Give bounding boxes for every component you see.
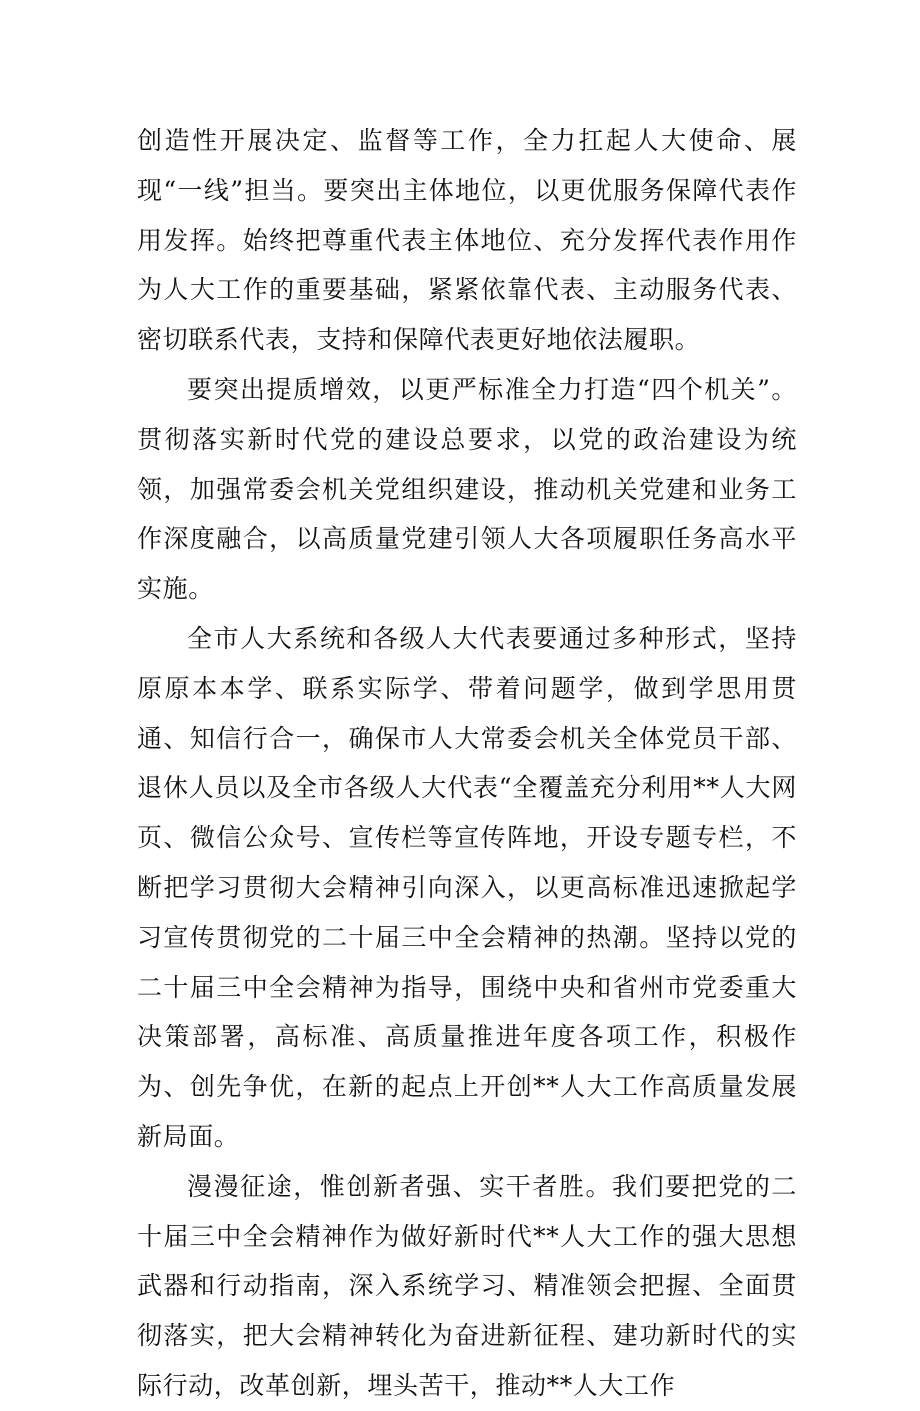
paragraph-4: 漫漫征途，惟创新者强、实干者胜。我们要把党的二十届三中全会精神作为做好新时代**人大工作的强大思想武器和行动指南，深入系统学习、精准领会把握、全面贯彻落实，把大会精神转化为奋进新征程、建功新时代的实际行动，改革创新，埋头苦干，推动**人大工作 — [137, 1171, 797, 1400]
paragraph-1: 创造性开展决定、监督等工作，全力扛起人大使命、展现“一线”担当。要突出主体地位，以更优服务保障代表作用发挥。始终把尊重代表主体地位、充分发挥代表作用作为人大工作的重要基础，紧紧依靠代表、主动服务代表、密切联系代表，支持和保障代表更好地依法履职。 — [137, 126, 797, 355]
paragraph-3: 全市人大系统和各级人大代表要通过多种形式，坚持原原本本学、联系实际学、带着问题学，做到学思用贯通、知信行合一，确保市人大常委会机关全体党员干部、退休人员以及全市各级人大代表“全覆盖充分利用**人大网页、微信公众号、宣传栏等宣传阵地，开设专题专栏，不断把学习贯彻大会精神引向深入，以更高标准迅速掀起学习宣传贯彻党的二十届三中全会精神的热潮。坚持以党的二十届三中全会精神为指导，围绕中央和省州市党委重大决策部署，高标准、高质量推进年度各项工作，积极作为、创先争优，在新的起点上开创**人大工作高质量发展新局面。 — [137, 623, 797, 1151]
document-body — [137, 116, 797, 1411]
paragraph-2: 要突出提质增效，以更严标准全力打造“四个机关”。贯彻落实新时代党的建设总要求，以党的政治建设为统领，加强常委会机关党组织建设，推动机关党建和业务工作深度融合，以高质量党建引领人大各项履职任务高水平实施。 — [137, 374, 797, 604]
